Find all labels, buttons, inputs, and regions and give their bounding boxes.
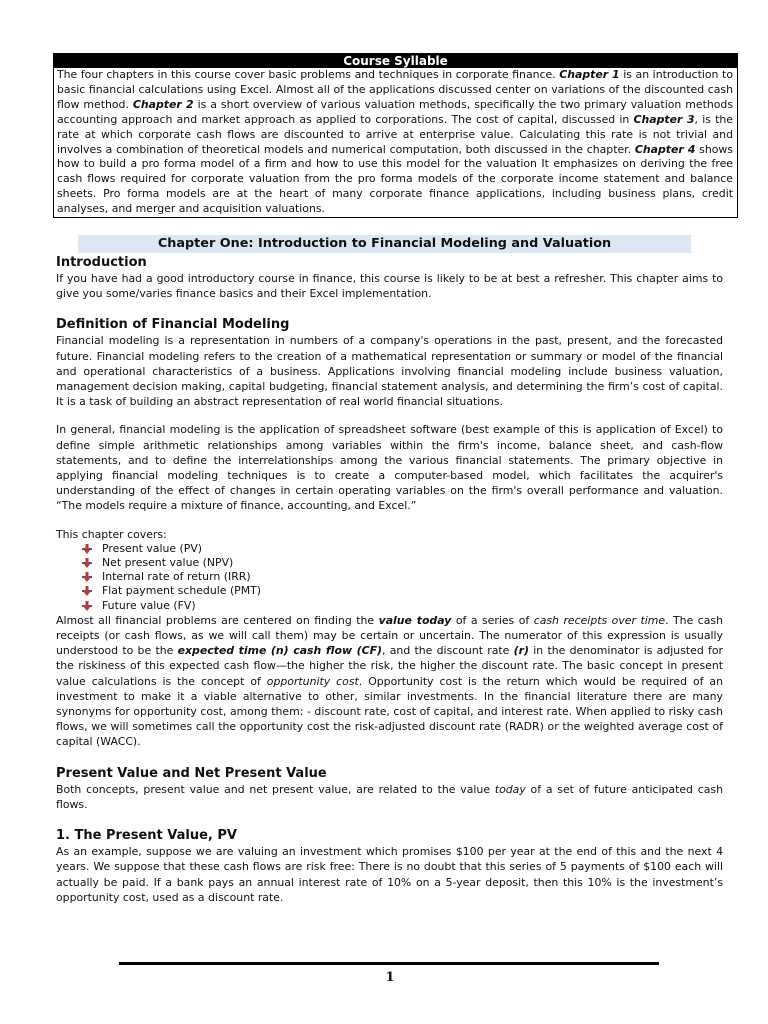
footer-rule [119,962,659,965]
definition-paragraph-1: Financial modeling is a representation in numbers of a company's operations in the past, present, and the forecasted future. Financial modeling refers to the creation of a mathematical representation or summary or model of the financial and operational characteristics of a business. Applications involving financial modeling include business valuation, management decision making, capital budgeting, financial statement analysis, and determining the firm’s cost of capital. It is a task of building an abstract representation of real world financial situations. [56,334,723,409]
arrow-down-bullet-icon [82,572,92,582]
pv-npv-heading: Present Value and Net Present Value [56,765,327,781]
page-number: 1 [385,970,395,985]
list-item: Flat payment schedule (PMT) [76,584,723,598]
covers-lead: This chapter covers: [56,527,167,541]
list-item: Internal rate of return (IRR) [76,570,723,584]
arrow-down-bullet-icon [82,544,92,554]
list-item: Present value (PV) [76,542,723,556]
list-item: Net present value (NPV) [76,556,723,570]
arrow-down-bullet-icon [82,601,92,611]
chapter-2-ref: Chapter 2 [132,97,194,111]
chapter-4-ref: Chapter 4 [634,142,696,156]
chapter-3-ref: Chapter 3 [633,112,695,126]
definition-heading: Definition of Financial Modeling [56,317,290,333]
course-syllable-box [53,53,738,218]
chapter-1-ref: Chapter 1 [559,68,620,81]
present-value-paragraph: As an example, suppose we are valuing an investment which promises $100 per year at the end of this and the next 4 years. We suppose that these cash flows are risk free: There is no doubt that this series of 5 payments of $100 each will actually be paid. If a bank pays an annual interest rate of 10% on a 5-year deposit, then this 10% is the investment’s opportunity cost, used as a discount rate. [56,845,723,904]
present-value-heading: 1. The Present Value, PV [56,828,237,844]
definition-paragraph-2: In general, financial modeling is the application of spreadsheet software (best example of this is application of Excel) to define simple arithmetic relationships among variables within the firm's income, balance sheet, and cash-flow statements, and to define the interrelationships among the various financial statements. The primary objective in applying financial modeling techniques is to create a computer-based model, which facilitates the acquirer's understanding of the effect of changes in certain operating variables on the firm's overall performance and valuation. “The models require a mixture of finance, accounting, and Excel.” [56,423,723,513]
arrow-down-bullet-icon [82,558,92,568]
introduction-paragraph: If you have had a good introductory course in finance, this course is likely to be at best a refresher. This chapter aims to give you some/varies finance basics and their Excel implementation. [56,272,723,301]
covers-list [56,542,723,613]
introduction-heading: Introduction [56,255,147,270]
financial-problems-paragraph: Almost all financial problems are centered on finding the value today of a series of cash receipts over time. The cash receipts (or cash flows, as we will call them) may be certain or uncertain. The numerator of this expression is usually understood to be the expected time (n) cash flow (CF), and the discount rate (r) in the denominator is adjusted for the riskiness of this expected cash flow—the higher the risk, the higher the discount rate. The basic concept in present value calculations is the concept of opportunity cost. Opportunity cost is the return which would be required of an investment to make it a viable alternative to other, similar investments. In the financial literature there are many synonyms for opportunity cost, among them: - discount rate, cost of capital, and interest rate. When applied to risky cash flows, we will sometimes call the opportunity cost the risk-adjusted discount rate (RADR) or the weighted average cost of capital (WACC). [56,613,724,749]
pv-npv-paragraph: Both concepts, present value and net present value, are related to the value today of a set of future anticipated cash flows. [56,782,723,811]
chapter-heading: Chapter One: Introduction to Financial Modeling and Valuation [78,235,691,253]
main-content [56,254,723,905]
arrow-down-bullet-icon [82,586,92,596]
course-syllable-text: The four chapters in this course cover basic problems and techniques in corporate finance. Chapter 1 is an introduction to basic financial calculations using Excel. Almost all of the applications discussed center on variations of the discounted cash flow method. Chapter 2 is a short overview of various valuation methods, specifically the two primary valuation methods accounting approach and market approach as applied to corporations. The cost of capital, discussed in Chapter 3, is the rate at which corporate cash flows are discounted to arrive at enterprise value. Calculating this rate is not trivial and involves a combination of theoretical models and numerical computation, both discussed in the chapter. Chapter 4 shows how to build a pro forma model of a firm and how to use this model for the valuation It emphasizes on deriving the free cash flows required for corporate valuation from the pro forma models of the corporate income statement and balance sheets. Pro forma models are at the heart of many corporate finance applications, including business plans, credit analyses, and merger and acquisition valuations. [57,68,733,216]
course-syllable-title: Course Syllable [54,54,737,68]
list-item: Future value (FV) [76,599,723,613]
